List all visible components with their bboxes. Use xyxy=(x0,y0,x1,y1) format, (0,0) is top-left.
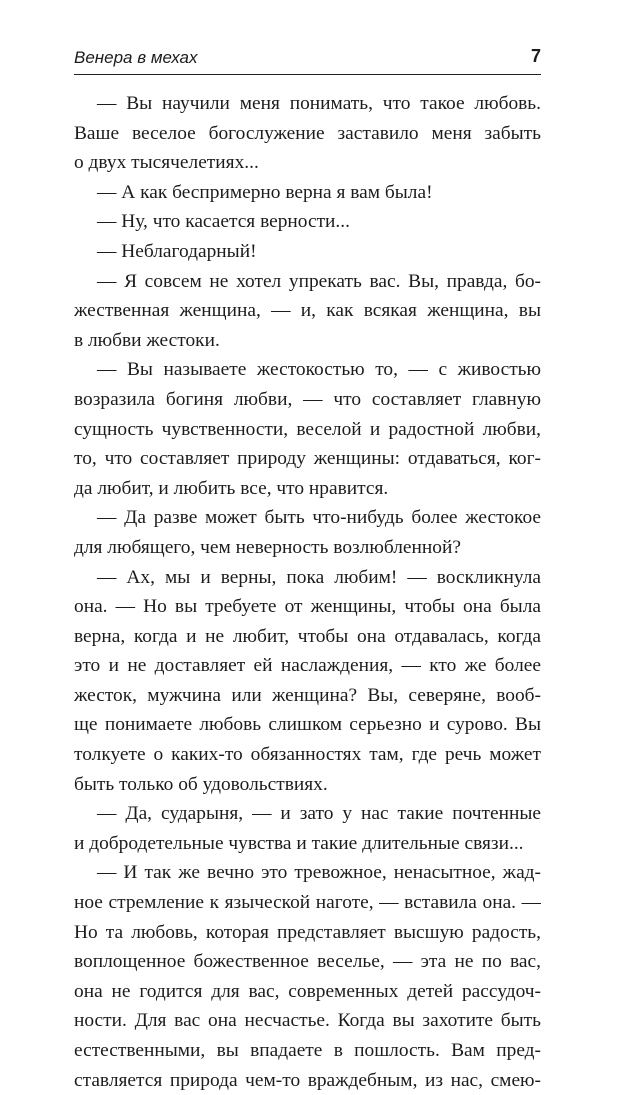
text-line: Но та любовь, которая представляет высшую радость, xyxy=(74,921,541,943)
text-line: о двух тысячелетиях... xyxy=(74,152,259,174)
text-line: ще понимаете любовь слишком серьезно и сурово. Вы xyxy=(74,714,541,736)
text-line: она не годится для вас, современных детей рассудоч- xyxy=(74,980,541,1002)
text-line: — Ах, мы и верны, пока любим! — воскликнула xyxy=(97,566,541,588)
text-line: — Да разве может быть что-нибудь более жестокое xyxy=(97,507,541,529)
text-line: возразила богиня любви, — что составляет главную xyxy=(74,388,541,410)
text-line: и добродетельные чувства и такие длительные связи... xyxy=(74,832,524,854)
text-line: сущность чувственности, веселой и радостной любви, xyxy=(74,418,541,440)
text-line: для любящего, чем неверность возлюбленной? xyxy=(74,536,461,558)
text-line: это и не доставляет ей наслаждения, — кто же более xyxy=(74,655,541,677)
text-line: в любви жестоки. xyxy=(74,329,220,351)
text-line: ное стремление к языческой наготе, — вставила она. — xyxy=(74,892,541,914)
text-line: — Я совсем не хотел упрекать вас. Вы, правда, бо- xyxy=(97,270,541,292)
text-line: жесток, мужчина или женщина? Вы, северяне, вооб- xyxy=(74,684,541,706)
running-header xyxy=(74,44,541,75)
text-line: — Ну, что касается верности... xyxy=(97,211,350,233)
text-line: она. — Но вы требуете от женщины, чтобы она была xyxy=(74,596,541,618)
text-line: ставляется природа чем-то враждебным, из нас, смею- xyxy=(74,1069,541,1091)
running-title: Венера в мехах xyxy=(74,48,198,67)
text-line: — А как беспримерно верна я вам была! xyxy=(97,181,433,203)
body-text xyxy=(74,89,541,1095)
text-line: то, что составляет природу женщины: отдаваться, ког- xyxy=(74,448,541,470)
text-line: — И так же вечно это тревожное, ненасытное, жад- xyxy=(97,862,541,884)
text-line: естественными, вы впадаете в пошлость. Вам пред- xyxy=(74,1040,541,1061)
text-line: Ваше веселое богослужение заставило меня забыть xyxy=(74,122,541,144)
text-line: — Вы научили меня понимать, что такое любовь. xyxy=(97,93,541,114)
text-line: жественная женщина, — и, как всякая женщина, вы xyxy=(74,300,541,322)
text-line: — Да, сударыня, — и зато у нас такие почтенные xyxy=(97,803,541,825)
text-line: быть только об удовольствиях. xyxy=(74,773,328,795)
page-number: 7 xyxy=(530,46,541,66)
text-line: ности. Для вас она несчастье. Когда вы захотите быть xyxy=(74,1010,541,1032)
text-line: — Неблагодарный! xyxy=(97,240,257,262)
text-line: да любит, и любить все, что нравится. xyxy=(74,477,389,499)
text-line: верна, когда и не любит, чтобы она отдавалась, когда xyxy=(74,625,541,647)
text-line: воплощенное божественное веселье, — эта не по вас, xyxy=(74,951,541,973)
text-line: толкуете о каких-то обязанностях там, где речь может xyxy=(74,744,541,766)
text-line: — Вы называете жестокостью то, — с живостью xyxy=(97,359,541,381)
